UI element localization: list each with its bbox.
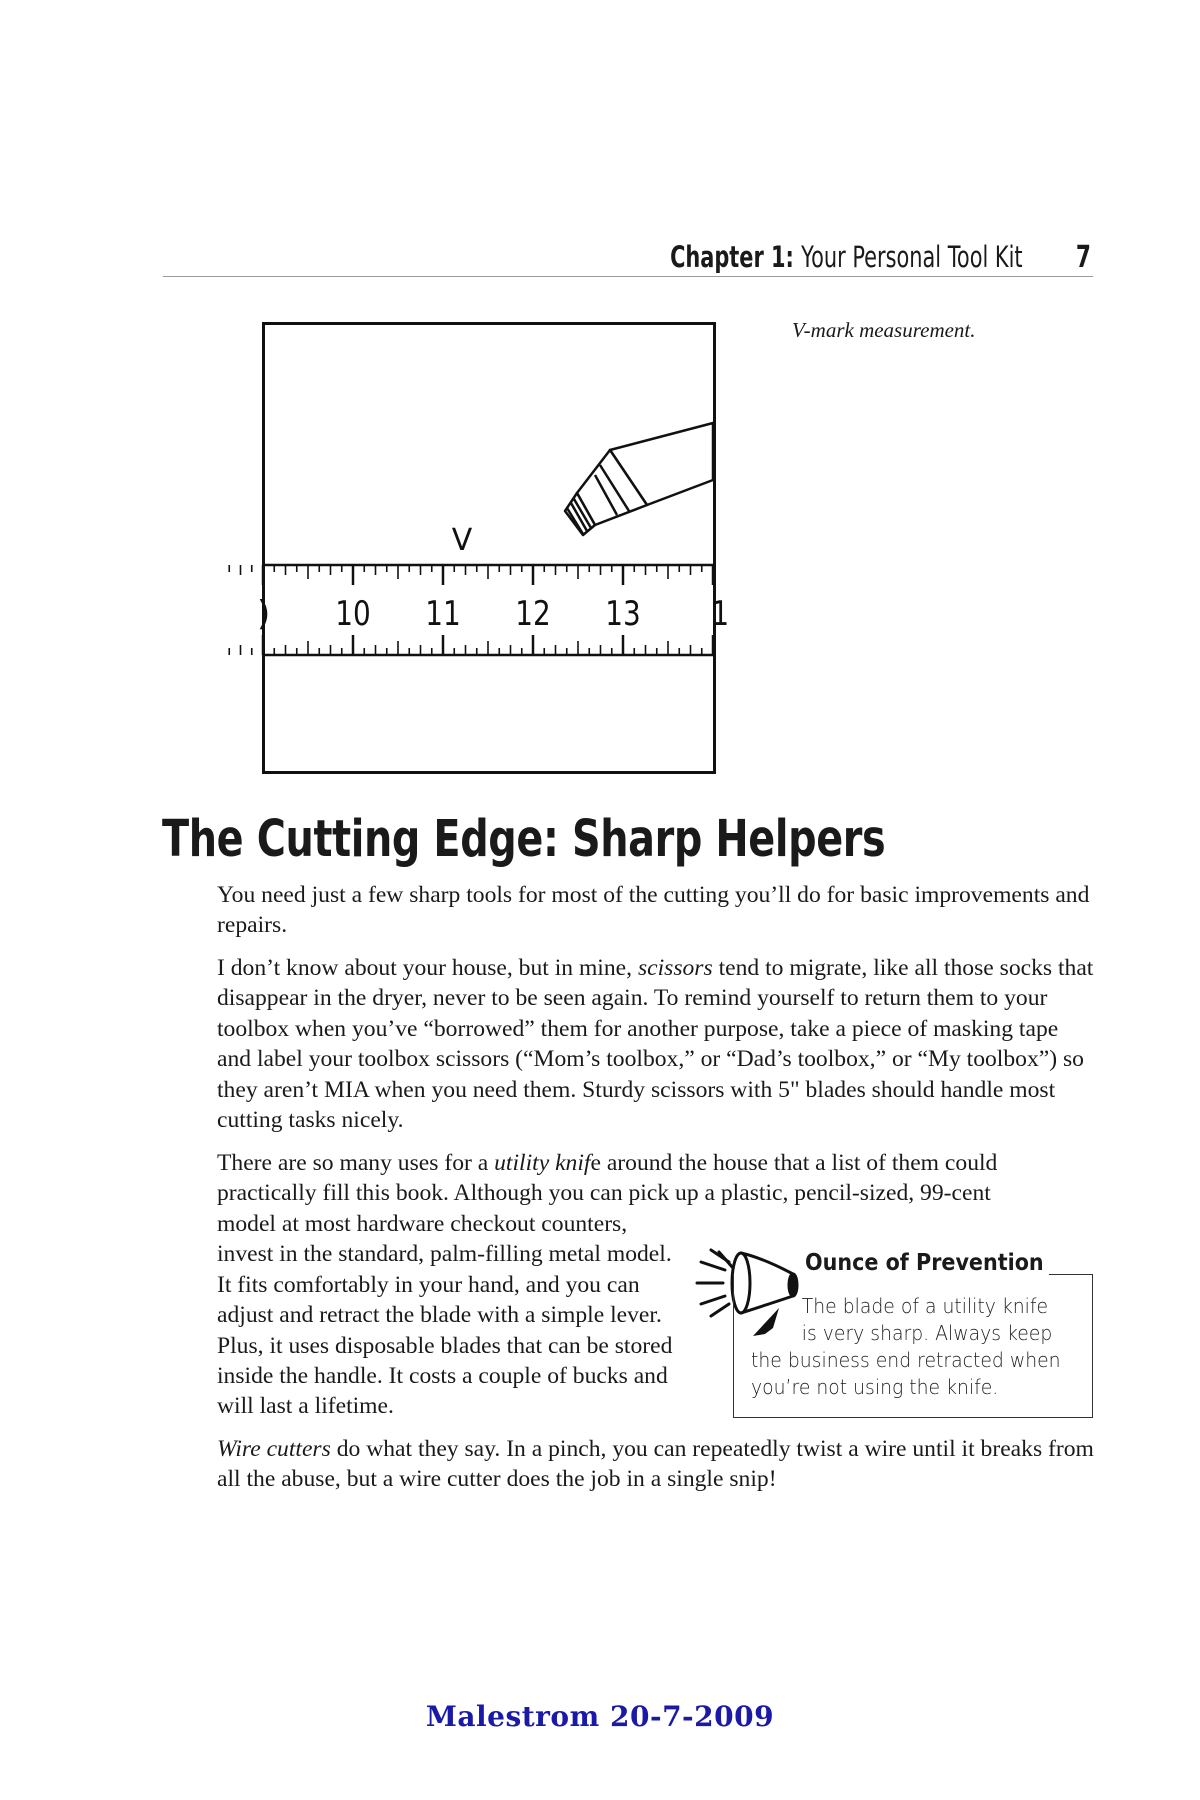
ruler-illustration	[257, 325, 730, 771]
tip-title: Ounce of Prevention	[805, 1250, 1049, 1276]
paragraph-utility-knife-continued: model at most hardware checkout counters, invest in the standard, palm-filling metal model. It fits comfortably in your hand, and you can adjust and retract the blade with a simple lever. Plus, it uses disposable blades that can be stored inside the handle. It costs a couple of bucks and will last a lifetime.	[217, 1211, 673, 1420]
text-run: I don’t know about your house, but in mine,	[217, 955, 638, 981]
text-run: e around the house that a list of them could practically fill this book. Although you can pick up a plastic, pencil-sized, 99-cent	[217, 1150, 998, 1207]
term-utility-knife: utility knif	[494, 1150, 591, 1176]
ruler-number: 12	[515, 594, 551, 634]
text-run: There are so many uses for a	[217, 1150, 495, 1176]
text-run: tend to migrate, like all those socks that disappear in the dryer, never to be seen again. To remind yourself to return them to your toolbox when you’ve “borrowed” them for another purpose, take a piece of masking tape and label your toolbox scissors (“Mom’s toolbox,” or “Dad’s toolbox,” or “My toolbox”) so they aren’t MIA when you need them. Sturdy scissors with 5" blades should handle most cutting tasks nicely.	[217, 955, 1094, 1134]
ruler-bottom-ticks	[229, 635, 713, 655]
chapter-heading	[670, 240, 1023, 274]
paragraph-utility-knife	[217, 1148, 1094, 1209]
figure-illustration	[257, 322, 730, 774]
paragraph-scissors	[217, 953, 1094, 1135]
tip-line: the business end retracted when you’re not using the knife.	[751, 1348, 1061, 1399]
ruler-numbers	[257, 594, 729, 634]
v-mark: V	[451, 523, 473, 558]
tip-text	[751, 1293, 1061, 1401]
term-scissors: scissors	[637, 955, 713, 981]
chapter-title: Your Personal Tool Kit	[801, 240, 1023, 274]
paragraph-intro: You need just a few sharp tools for most of the cutting you’ll do for basic improvements and repairs.	[217, 882, 1090, 939]
prevention-tip	[693, 1238, 1094, 1420]
ruler-number: 13	[605, 594, 641, 634]
pencil-icon	[565, 423, 713, 535]
ruler-number: 1	[711, 594, 730, 634]
term-wire-cutters: Wire cutters	[217, 1436, 331, 1462]
watermark: Malestrom 20-7-2009	[425, 1700, 775, 1733]
text-run: do what they say. In a pinch, you can repeatedly twist a wire until it breaks from all the abuse, but a wire cutter does the job in a single snip!	[217, 1436, 1094, 1493]
figure-caption: V-mark measurement.	[792, 318, 976, 342]
ruler-number: 10	[335, 594, 371, 634]
tip-line: The blade of a utility knife	[801, 1294, 1049, 1318]
ruler-number: 11	[425, 594, 461, 634]
page-number: 7	[1075, 240, 1091, 275]
ruler-edge-glyph: )	[257, 594, 271, 634]
tip-line: is very sharp. Always keep	[801, 1321, 1053, 1345]
paragraph-wire-cutters	[217, 1434, 1094, 1495]
section-heading: The Cutting Edge: Sharp Helpers	[162, 810, 886, 869]
chapter-label: Chapter 1:	[670, 240, 795, 274]
ruler-top-ticks	[229, 565, 713, 585]
running-head	[163, 236, 1093, 277]
